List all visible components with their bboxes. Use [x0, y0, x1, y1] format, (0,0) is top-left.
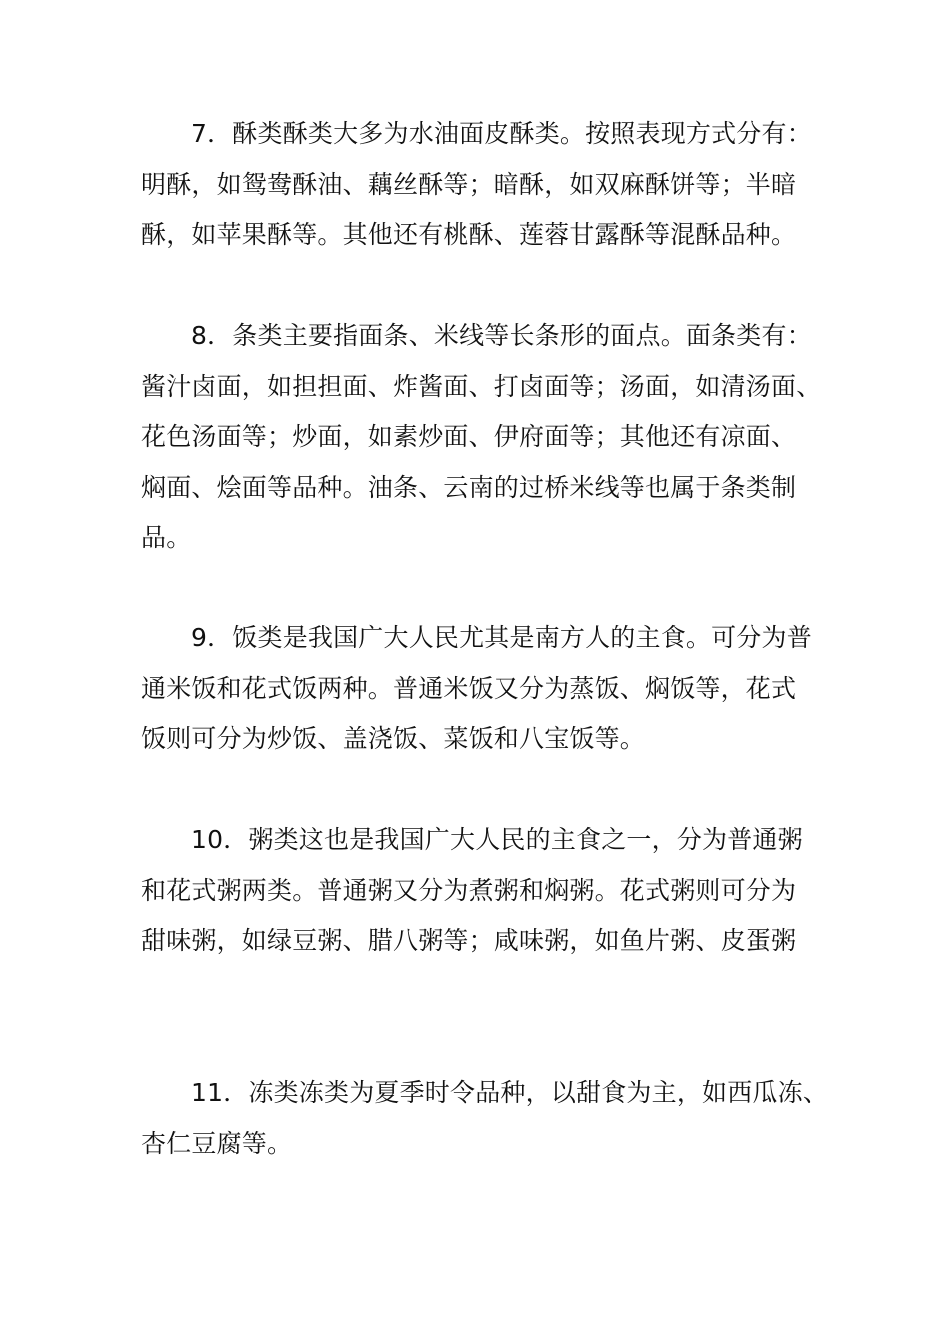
paragraph-9 [141, 613, 831, 765]
paragraph-line: 通米饭和花式饭两种。普通米饭又分为蒸饭、焖饭等，花式 [141, 673, 797, 703]
paragraph-line: 杏仁豆腐等。 [141, 1128, 293, 1158]
paragraph-7 [141, 109, 831, 261]
paragraph-line: 9．饭类是我国广大人民尤其是南方人的主食。可分为普 [191, 623, 812, 652]
paragraph-line: 花色汤面等；炒面，如素炒面、伊府面等；其他还有凉面、 [141, 422, 797, 451]
paragraph-line: 酱汁卤面，如担担面、炸酱面、打卤面等；汤面，如清汤面、 [141, 371, 822, 401]
paragraph-8 [141, 311, 831, 564]
paragraph-line: 7．酥类酥类大多为水油面皮酥类。按照表现方式分有： [191, 119, 812, 148]
paragraph-11 [141, 1068, 831, 1169]
paragraph-line: 品。 [141, 523, 192, 552]
paragraph-line: 甜味粥，如绿豆粥、腊八粥等；咸味粥，如鱼片粥、皮蛋粥 [141, 926, 797, 955]
paragraph-line: 明酥，如鸳鸯酥油、藕丝酥等；暗酥，如双麻酥饼等；半暗 [141, 169, 797, 199]
paragraph-line: 8．条类主要指面条、米线等长条形的面点。面条类有： [191, 321, 812, 350]
paragraph-line: 酥，如苹果酥等。其他还有桃酥、莲蓉甘露酥等混酥品种。 [141, 220, 797, 249]
paragraph-line: 10．粥类这也是我国广大人民的主食之一，分为普通粥 [191, 825, 803, 854]
paragraph-10 [141, 815, 831, 967]
paragraph-line: 和花式粥两类。普通粥又分为煮粥和焖粥。花式粥则可分为 [141, 875, 797, 905]
paragraph-line: 焖面、烩面等品种。油条、云南的过桥米线等也属于条类制 [141, 472, 797, 502]
paragraph-line: 11．冻类冻类为夏季时令品种，以甜食为主，如西瓜冻、 [191, 1078, 829, 1107]
paragraph-line: 饭则可分为炒饭、盖浇饭、菜饭和八宝饭等。 [141, 724, 646, 753]
